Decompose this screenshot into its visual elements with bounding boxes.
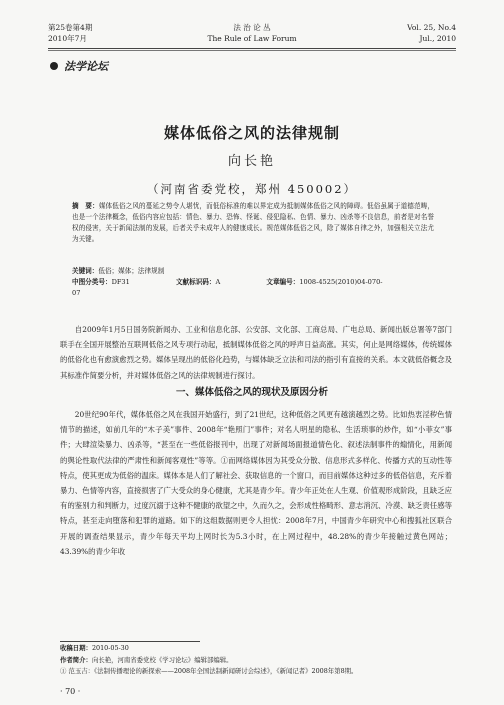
article-id-label: 文章编号： (266, 278, 300, 286)
header-rule (48, 48, 456, 49)
author-bio: 向长艳，河南省委党校《学习论坛》编辑部编辑。 (91, 655, 233, 664)
clc-code: DF31 (111, 278, 130, 286)
footnote-rule (60, 641, 200, 642)
page-number: · 70 · (60, 687, 81, 696)
issue-number: 第25卷第4期 (48, 23, 93, 32)
volume-date: Jul., 2010 (419, 34, 456, 43)
section-paragraph-block (60, 407, 452, 559)
classification-row (72, 277, 434, 299)
article-title: 媒体低俗之风的法律规制 (163, 124, 340, 142)
issue-date: 2010年7月 (48, 34, 87, 43)
volume-number: Vol. 25, No.4 (407, 23, 456, 32)
abstract (72, 201, 434, 245)
intro-paragraph: 自2009年1月5日国务院新闻办、工业和信息化部、公安部、文化部、工商总局、广电总局、新闻出版总署等7部门联手在全国开展整治互联网低俗之风专项行动起，抵制媒体低俗之风的呼声日益高涨。其实，何止是网络媒体，传统媒体的低俗化也有愈演愈烈之势。媒体呈现出的低俗化趋势，与媒体缺乏立法和司法的指引有直接的关系。本文就低俗概念及其标准作简要分析，并对媒体低俗之风的法律规制进行探讨。 (60, 325, 452, 380)
keywords-label: 关键词： (72, 267, 99, 275)
article-meta (72, 266, 434, 299)
bullet-icon (50, 62, 58, 70)
section-paragraph: 20世纪90年代，媒体低俗之风在我国开始盛行，到了21世纪，这种低俗之风更有越演越烈之势。比如热衷淫秽色情情节的描述，如前几年的“木子美”事件、2008年“艳照门”事件；对名人明星的隐私、生活琐事的炒作，如“小菲女”事件；大肆渲染暴力、凶杀等，“甚至在一些低俗报刊中，出现了对新闻场面报道情色化、叙述法制事件的煽情化，用新闻的舆论性取代法律的严肃性和新闻客观性”等等。①而网络媒体因为其受众分散、信息形式多样化、传播方式的互动性等特点，使其更成为低俗的温床。媒体本是人们了解社会、获取信息的一个窗口，而目前媒体这种过多的低俗信息，充斥着暴力、色情等内容，直接损害了广大受众的身心健康，尤其是青少年。青少年正处在人生观、价值观形成阶段，且缺乏应有的鉴别力和判断力，过度沉溺于这种不健康的欲望之中，久而久之，会形成性格畸形、意志消沉、冷漠、缺乏责任感等特点，甚至走向堕落和犯罪的道路。如下的这组数据则更令人担忧：2008年7月，中国青少年研究中心和搜狐社区联合开展的调查结果显示，青少年每天平均上网时长为5.3小时，在上网过程中，48.28%的青少年接触过黄色网站；43.39%的青少年收 (60, 410, 452, 556)
column-name: 法学论坛 (64, 60, 108, 73)
running-header (48, 22, 456, 46)
intro-paragraph-block (60, 322, 452, 383)
journal-name-cn: 法 治 论 丛 (233, 23, 271, 32)
keywords-row (72, 266, 434, 277)
received-label: 收稿日期： (60, 644, 92, 652)
article-id: 1008-4525(2010)04-070-07 (72, 278, 383, 297)
header-center (48, 22, 456, 44)
author-bio-label: 作者简介： (60, 655, 92, 664)
footnotes (60, 643, 452, 678)
clc-label: 中图分类号： (72, 278, 112, 286)
author-bio-row (60, 655, 452, 667)
header-right (407, 22, 456, 44)
header-rule-thin (48, 50, 456, 51)
abstract-text: 媒体低俗之风的蔓延之势令人堪忧，而低俗标准的难以界定成为抵制媒体低俗之风的障碍。低俗虽属于道德范畴，也是一个法律概念，低俗内容应包括：情色、暴力、恐怖、怪诞、侵犯隐私、色情、暴力、凶杀等不良信息，前者是对名誉权的侵害，关于新闻法制的发展，后者关乎未成年人的健康成长。规范媒体低俗之风，除了媒体自律之外，加强相关立法尤为关键。 (72, 202, 435, 243)
column-tag (50, 58, 108, 74)
journal-name-en: The Rule of Law Forum (207, 34, 297, 43)
keywords: 低俗；媒体；法律规制 (98, 267, 165, 275)
doc-code: A (215, 278, 221, 286)
article-author: 向长艳 (227, 154, 276, 169)
abstract-label: 摘 要： (72, 202, 99, 210)
author-affiliation: （河南省委党校，郑州 450002） (146, 182, 358, 196)
received-date: 2010-05-30 (91, 644, 129, 652)
section-heading: 一、媒体低俗之风的现状及原因分析 (175, 387, 328, 398)
footnote-1: ① 范玉吉：《法制传播理论的新探索——2008年全国法制新闻研讨会综述》，《新闻记者》2008年第8期。 (60, 667, 358, 675)
received-date-row (60, 643, 452, 655)
doc-code-label: 文献标识码： (175, 278, 216, 286)
